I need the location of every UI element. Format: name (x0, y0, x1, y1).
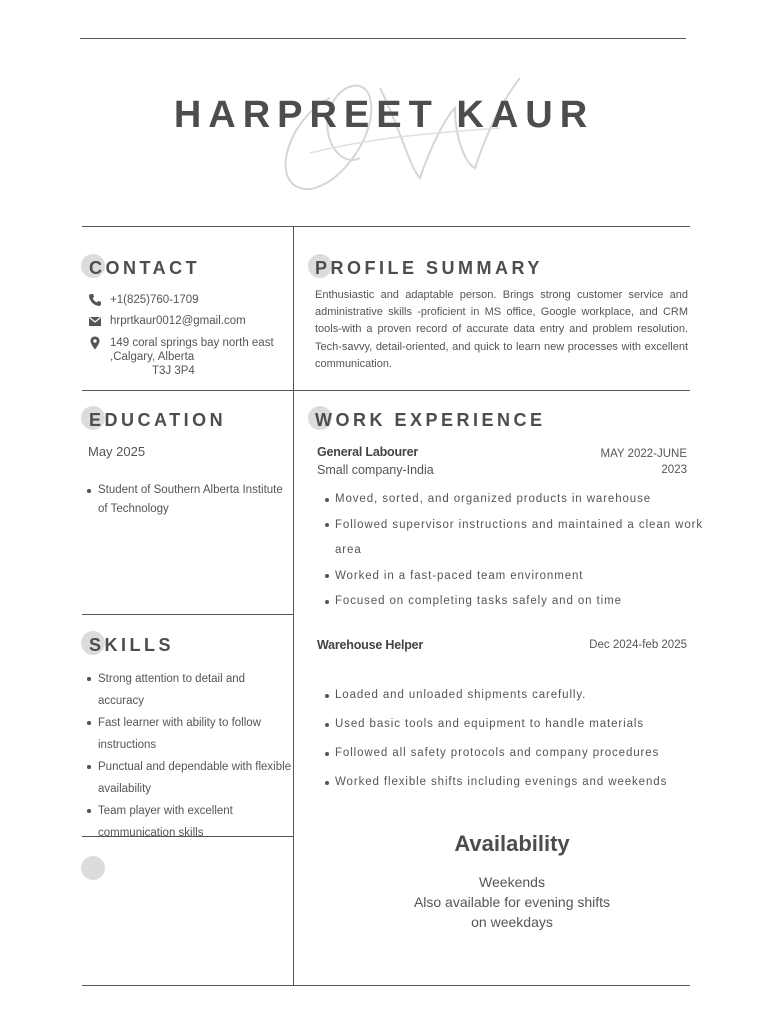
address-line-3: T3J 3P4 (152, 365, 195, 377)
job-duties-list (323, 487, 703, 615)
header-divider (82, 226, 690, 227)
list-item: Team player with excellent communication skills (98, 800, 293, 844)
list-item: Student of Southern Alberta Institute of Technology (98, 481, 288, 519)
list-item: Followed all safety protocols and company procedures (335, 739, 703, 768)
column-divider (293, 226, 294, 985)
list-item: Focused on completing tasks safely and on time (335, 589, 703, 615)
top-rule (80, 38, 686, 39)
job-title: General Labourer (317, 445, 418, 459)
job-date-line: MAY 2022-JUNE (600, 448, 687, 460)
map-pin-icon (88, 336, 102, 350)
availability-heading: Availability (454, 831, 570, 856)
list-item: Strong attention to detail and accuracy (98, 668, 293, 712)
job-title: Warehouse Helper (317, 638, 424, 652)
list-item: Fast learner with ability to follow instructions (98, 712, 293, 756)
profile-summary-text: Enthusiastic and adaptable person. Brings strong customer service and administrative skills -proficient in MS office, Google workplace, and CRM tools-with a proven record of accurate data entry and problem resolution. Tech-savvy, detail-oriented, and quick to learn new processes with excellent communication. (315, 289, 688, 370)
contact-divider (294, 390, 690, 391)
list-item: Punctual and dependable with flexible availability (98, 756, 293, 800)
contact-heading: CONTACT (89, 258, 201, 278)
education-list (86, 481, 288, 519)
job-duties-list (323, 681, 703, 797)
job-date (601, 446, 688, 478)
bottom-rule (82, 985, 690, 986)
availability-line: Weekends (479, 874, 545, 890)
address-line-1: 149 coral springs bay north east (110, 337, 274, 349)
address-line-2: ,Calgary, Alberta (110, 351, 195, 363)
job-date-line: 2023 (661, 464, 687, 476)
email-address: hrprtkaur0012@gmail.com (110, 315, 246, 327)
phone-icon (88, 293, 102, 307)
education-heading: EDUCATION (89, 410, 227, 430)
list-item: Worked in a fast-paced team environment (335, 564, 703, 590)
phone-number: +1(825)760-1709 (110, 294, 199, 306)
education-date: May 2025 (88, 444, 146, 459)
skills-heading: SKILLS (89, 635, 175, 655)
job-company: Small company-India (317, 463, 434, 477)
list-item: Followed supervisor instructions and maintained a clean work area (335, 513, 703, 564)
list-item: Moved, sorted, and organized products in warehouse (335, 487, 703, 513)
profile-left-divider (82, 390, 294, 391)
section-dot (81, 856, 105, 880)
work-heading: WORK EXPERIENCE (315, 410, 546, 430)
job-date: Dec 2024-feb 2025 (589, 639, 687, 651)
candidate-name: HARPREET KAUR (173, 94, 595, 136)
availability-line: Also available for evening shifts (413, 894, 611, 910)
list-item: Worked flexible shifts including evenings and weekends (335, 768, 703, 797)
skills-list (86, 668, 293, 844)
envelope-icon (88, 314, 102, 328)
list-item: Used basic tools and equipment to handle materials (335, 710, 703, 739)
availability-line: on weekdays (471, 914, 553, 930)
profile-heading: PROFILE SUMMARY (315, 258, 543, 278)
list-item: Loaded and unloaded shipments carefully. (335, 681, 703, 710)
education-divider (82, 614, 294, 615)
